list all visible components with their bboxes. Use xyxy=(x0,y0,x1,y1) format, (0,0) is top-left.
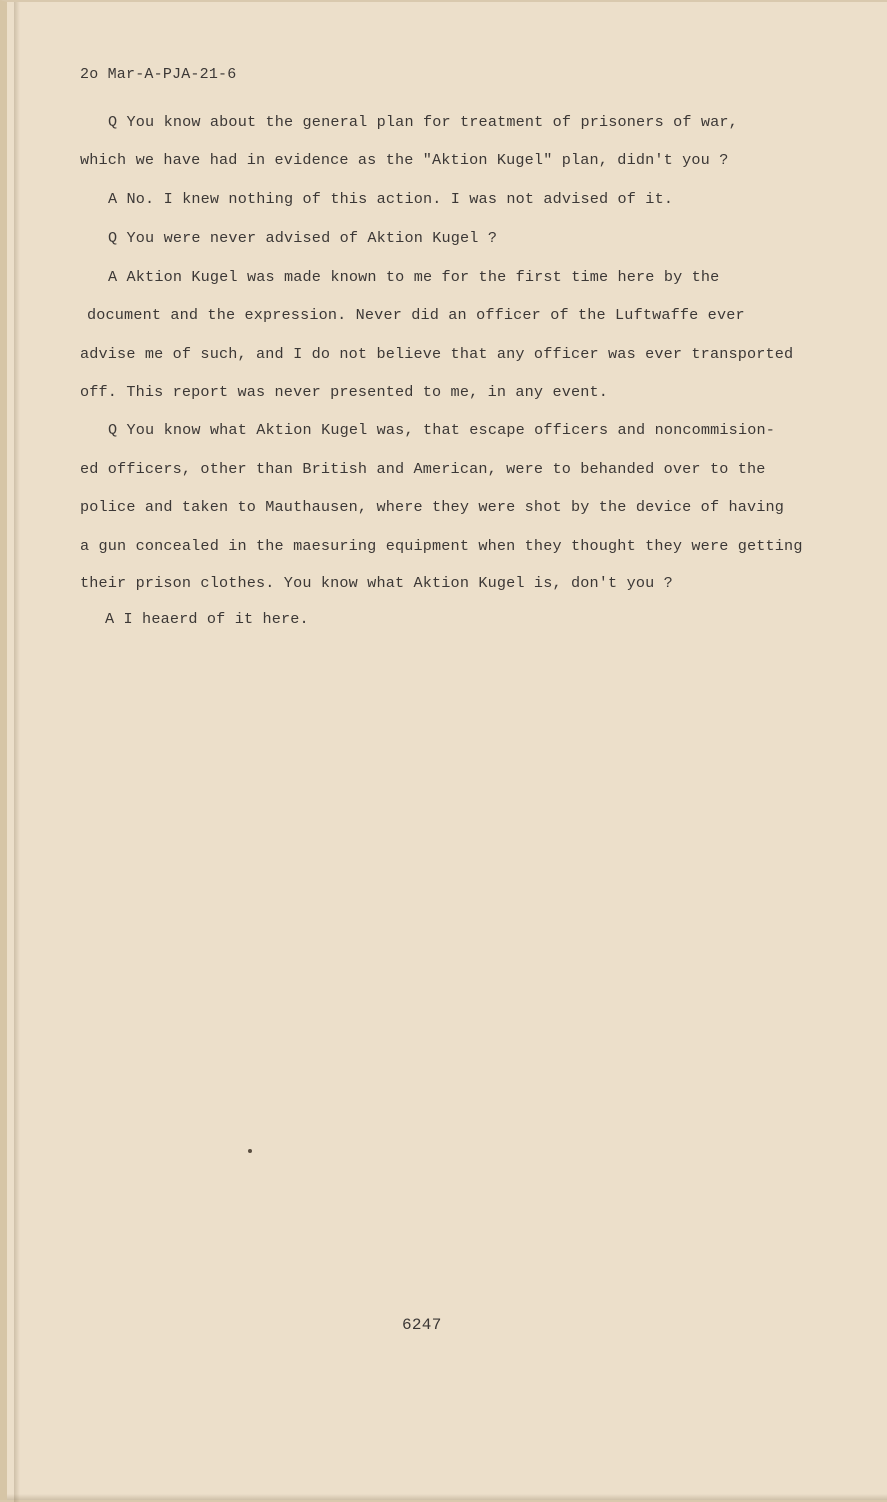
ink-speck xyxy=(248,1149,252,1153)
text-line-4: Q You were never advised of Aktion Kugel ? xyxy=(108,229,498,247)
text-line-10: ed officers, other than British and American, were to behanded over to the xyxy=(80,460,766,478)
text-line-2: which we have had in evidence as the "Aktion Kugel" plan, didn't you ? xyxy=(80,151,729,169)
text-line-12: a gun concealed in the maesuring equipment when they thought they were getting xyxy=(80,537,803,555)
text-line-1: Q You know about the general plan for treatment of prisoners of war, xyxy=(108,113,738,131)
text-line-14: A I heaerd of it here. xyxy=(105,610,309,628)
text-line-5: A Aktion Kugel was made known to me for the first time here by the xyxy=(108,268,720,286)
text-line-13: their prison clothes. You know what Aktion Kugel is, don't you ? xyxy=(80,574,673,592)
page-bottom-shadow xyxy=(7,1494,887,1500)
text-line-7: advise me of such, and I do not believe that any officer was ever transported xyxy=(80,345,794,363)
page-edge-shadow xyxy=(14,2,20,1502)
page-number: 6247 xyxy=(402,1316,442,1334)
document-reference: 2o Mar-A-PJA-21-6 xyxy=(80,66,237,83)
text-line-6: document and the expression. Never did an officer of the Luftwaffe ever xyxy=(87,306,745,324)
text-line-11: police and taken to Mauthausen, where they were shot by the device of having xyxy=(80,498,785,516)
text-line-3: A No. I knew nothing of this action. I was not advised of it. xyxy=(108,190,674,208)
text-line-8: off. This report was never presented to me, in any event. xyxy=(80,383,609,401)
text-line-9: Q You know what Aktion Kugel was, that escape officers and noncommision- xyxy=(108,421,776,439)
